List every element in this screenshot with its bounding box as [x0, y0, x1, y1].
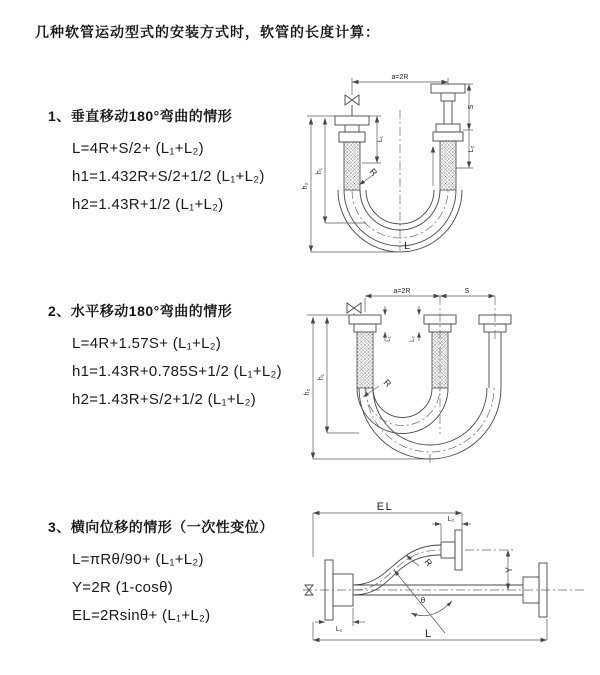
formula-el: EL=2Rsinθ+ (L₁+L₂) — [72, 607, 211, 624]
dim-label-l2: L₂ — [410, 336, 416, 342]
dim-h1 — [307, 315, 359, 433]
formula-h2: h2=1.43R+S/2+1/2 (L₁+L₂) — [72, 391, 257, 408]
dim-l1 — [315, 608, 365, 633]
dim-label-s: S — [464, 288, 470, 295]
dim-label-l1: L₁ — [386, 336, 392, 342]
hose-fitting-right — [431, 78, 465, 190]
braided-hose-right — [440, 141, 456, 190]
dim-label-r: R — [367, 166, 380, 179]
hose-fitting-left — [335, 116, 369, 190]
braided-hose-left — [344, 142, 360, 190]
dim-label-h2: h₂ — [302, 182, 309, 190]
section-2-formulas — [48, 330, 313, 414]
diagram-vertical-bend — [295, 68, 545, 258]
section-vertical-bend-text — [48, 106, 313, 219]
section-3-heading: 3、横向位移的情形（一次性变位） — [48, 519, 274, 535]
section-2-heading: 2、水平移动180°弯曲的情形 — [48, 303, 233, 319]
dim-label-a2r: a=2R — [393, 288, 411, 295]
dim-label-h1: h₁ — [318, 373, 325, 381]
dim-fitting-middle — [410, 306, 421, 342]
diagram-horizontal-bend — [295, 282, 565, 462]
dim-a2r-s — [365, 288, 495, 312]
formula-length: L=4R+S/2+ (L₁+L₂) — [72, 140, 204, 157]
pipe-original-position — [353, 563, 547, 617]
dim-label-l1: L₁ — [335, 626, 343, 633]
diagram-lateral-displacement — [293, 500, 593, 655]
dim-label-l1: L₁ — [377, 135, 384, 143]
dim-label-r: R — [422, 556, 435, 569]
section-lateral-displacement-text — [48, 517, 313, 630]
radius-line — [394, 555, 445, 633]
dim-label-h1: h₁ — [316, 167, 323, 175]
valve-icon — [345, 78, 359, 116]
formula-h1: h1=1.43R+0.785S+1/2 (L₁+L₂) — [72, 363, 282, 380]
dim-l — [313, 619, 547, 642]
dim-el — [313, 501, 462, 557]
formula-length: L=πRθ/90+ (L₁+L₂) — [72, 551, 204, 568]
hose-arcs — [357, 388, 501, 459]
section-3-formulas — [48, 546, 313, 630]
dim-a2r — [352, 74, 448, 84]
dim-label-el: EL — [376, 501, 394, 513]
page-title: 几种软管运动型式的安装方式时，软管的长度计算： — [35, 24, 380, 40]
dim-fitting-left — [383, 306, 392, 342]
braided-hose-left — [357, 332, 373, 388]
movement-arrow — [431, 146, 435, 186]
section-1-heading: 1、垂直移动180°弯曲的情形 — [48, 108, 233, 124]
dim-label-a2r: a=2R — [391, 74, 409, 81]
section-1-formulas — [48, 135, 313, 219]
dim-l2 — [456, 130, 475, 168]
braided-hose-middle — [432, 332, 448, 388]
dim-label-s: S — [466, 104, 475, 110]
section-horizontal-bend-text — [48, 301, 313, 414]
dim-label-theta: θ — [420, 596, 426, 605]
radius-leader — [359, 166, 380, 185]
dim-label-l: L — [424, 628, 432, 640]
dim-y — [465, 550, 514, 590]
dim-label-r: R — [381, 377, 394, 390]
hose-fitting-left — [349, 315, 381, 388]
dim-label-hose-length: L — [404, 240, 410, 252]
dim-label-h2: h₂ — [304, 388, 311, 396]
dim-l2 — [432, 516, 471, 541]
dim-label-y: Y — [504, 566, 514, 574]
formula-h2: h2=1.43R+1/2 (L₁+L₂) — [72, 196, 224, 213]
formula-y: Y=2R (1-cosθ) — [72, 579, 174, 596]
formula-h1: h1=1.432R+S/2+1/2 (L₁+L₂) — [72, 168, 265, 185]
valve-icon — [347, 303, 361, 315]
formula-length: L=4R+1.57S+ (L₁+L₂) — [72, 335, 222, 352]
dim-label-l2: L₂ — [468, 145, 475, 153]
dim-label-l2: L₂ — [447, 516, 455, 523]
